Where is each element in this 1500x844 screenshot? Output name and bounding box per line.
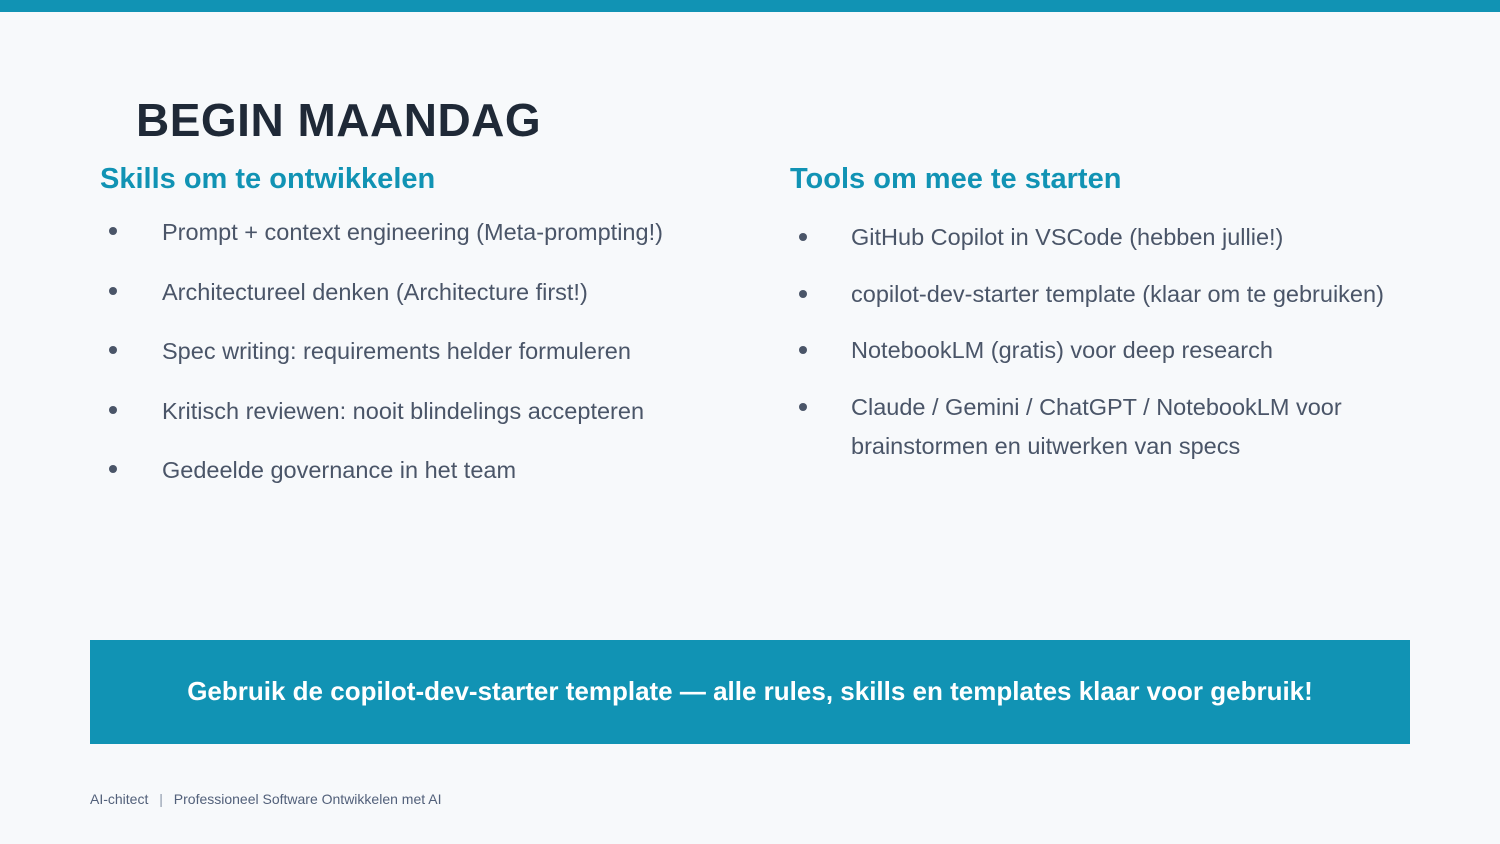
footer-tagline: Professioneel Software Ontwikkelen met AI	[173, 791, 442, 807]
footer	[90, 791, 441, 807]
bullet-dot-icon	[109, 465, 117, 473]
top-accent-bar	[0, 0, 1500, 12]
list-item-label: copilot-dev-starter template (klaar om te gebruiken)	[851, 280, 1384, 307]
list-item-label: Architectureel denken (Architecture first!)	[162, 278, 588, 305]
column-tools	[790, 163, 1415, 484]
callout-banner-text: Gebruik de copilot-dev-starter template — alle rules, skills en templates klaar voor gebruik!	[187, 676, 1313, 707]
bullet-dot-icon	[799, 290, 807, 298]
list-item-label: GitHub Copilot in VSCode (hebben jullie!)	[851, 224, 1284, 251]
footer-separator: |	[159, 791, 163, 807]
list-item-label: Kritisch reviewen: nooit blindelings accepteren	[162, 397, 645, 424]
bullet-dot-icon	[109, 406, 117, 414]
list-item	[790, 331, 1415, 370]
column-skills-bullet-list	[100, 212, 740, 490]
bullet-dot-icon	[799, 403, 807, 411]
page-title: BEGIN MAANDAG	[136, 93, 542, 146]
bullet-dot-icon	[109, 346, 117, 354]
list-item	[790, 275, 1415, 314]
list-item	[100, 212, 740, 252]
bullet-dot-icon	[109, 227, 117, 235]
column-tools-bullet-list	[790, 218, 1415, 466]
list-item-label: Claude / Gemini / ChatGPT / NotebookLM voor brainstormen en uitwerken van specs	[851, 393, 1342, 460]
list-item	[790, 388, 1415, 467]
bullet-dot-icon	[799, 346, 807, 354]
list-item	[100, 391, 740, 431]
list-item	[100, 450, 740, 490]
list-item	[100, 331, 740, 371]
list-item	[790, 218, 1415, 257]
column-skills	[100, 163, 740, 490]
column-skills-heading: Skills om te ontwikkelen	[100, 163, 436, 195]
list-item-label: Prompt + context engineering (Meta-prompting!)	[162, 219, 663, 246]
callout-banner	[90, 640, 1410, 744]
list-item	[100, 272, 740, 312]
list-item-label: NotebookLM (gratis) voor deep research	[851, 337, 1273, 364]
bullet-dot-icon	[799, 233, 807, 241]
bullet-dot-icon	[109, 287, 117, 295]
list-item-label: Gedeelde governance in het team	[162, 456, 517, 483]
column-tools-heading: Tools om mee te starten	[790, 163, 1122, 195]
footer-brand: AI-chitect	[90, 791, 149, 807]
list-item-label: Spec writing: requirements helder formuleren	[162, 338, 631, 365]
